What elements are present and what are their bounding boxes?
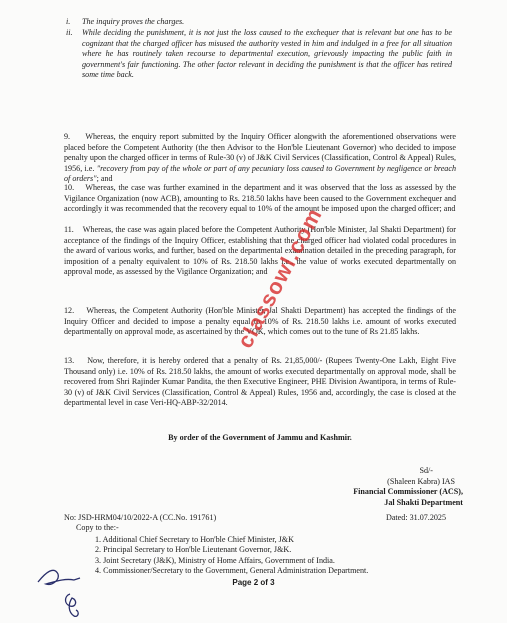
paragraph-10 — [64, 183, 456, 215]
reference-date: Dated: 31.07.2025 — [386, 513, 447, 522]
paragraph-13-number: 13. — [64, 356, 75, 365]
copy-list-item: 1. Additional Chief Secretary to Hon'ble Chief Minister, J&K — [95, 535, 294, 544]
paragraph-9-text: Whereas, the enquiry report submitted by the Inquiry Officer alongwith the aforementioned observations were placed before the Competent Authority (the then Advisor to the Hon'ble Lieutenant Governor) who decided to impose penalty upon the charged officer in terms of Rule-30 (v) of J&K Civil Services (Classification, Control & Appeal) Rules, 1956, i.e. — [64, 132, 456, 173]
copy-list-item: 4. Commissioner/Secretary to the Government, General Administration Department. — [95, 566, 369, 576]
signature-title-2: Jal Shakti Department — [384, 497, 463, 507]
paragraph-11-text: Whereas, the case was again placed before the Competent Authority (Hon'ble Minister, Jal Shakti Department) for acceptance of the findings of the Inquiry Officer, establishing that the charged officer had violated codal procedures in the award of various works, and further, based on the departmental examination detailed in the preceding paragraph, for imposition of a penalty equivalent to 10% of Rs. 218.50 lakhs i.e., the value of works executed departmentally on approval mode, as assessed by the Vigilance Organization; and — [64, 225, 457, 277]
paragraph-11 — [64, 225, 456, 278]
paragraph-13 — [64, 356, 456, 409]
paragraph-9 — [64, 132, 456, 185]
order-line: By order of the Government of Jammu and Kashmir. — [168, 433, 352, 442]
signature-title-1: Financial Commissioner (ACS), — [353, 487, 463, 497]
signature-name: (Shaleen Kabra) IAS — [387, 476, 455, 486]
paragraph-12-number: 12. — [64, 306, 75, 315]
list-number-ii: ii. — [66, 28, 73, 37]
paragraph-10-text: Whereas, the case was further examined in the department and it was observed that the loss as assessed by the Vigilance Organization (now ACB), amounting to Rs. 218.50 lakhs have been caused to the Government exchequer and accordingly it was recommended that the recovery equal to 10% of the amount be imposed upon the charged officer; and — [64, 183, 456, 214]
page-number: Page 2 of 3 — [232, 578, 275, 587]
list-item-ii: While deciding the punishment, it is not just the loss caused to the exchequer that is relevant but one has to be cognizant that the charged officer has misused the authority vested in him and indulged in a free for all situation where he has routinely taken recourse to departmental execution, grievously impacting the public faith in government's fair functioning. The other factor relevant in deciding the punishment is that the officer has retired some time back. — [82, 28, 452, 80]
paragraph-11-number: 11. — [64, 225, 74, 234]
copy-to-label: Copy to the:- — [76, 523, 119, 532]
paragraph-10-number: 10. — [64, 183, 75, 192]
copy-list-item: 3. Joint Secretary (J&K), Ministry of Home Affairs, Government of India. — [95, 555, 335, 565]
signature-sd: Sd/- — [419, 466, 433, 475]
paragraph-9-number: 9. — [64, 132, 71, 141]
handwritten-initials-icon — [34, 560, 94, 620]
paragraph-9-quote: "recovery from pay of the whole or part of any pecuniary loss caused to Government by negligence or breach of orders" — [64, 163, 456, 184]
copy-list — [95, 535, 368, 577]
list-number-i: i. — [66, 17, 71, 26]
watermark: classowl.com — [232, 203, 327, 353]
reference-number: No: JSD-HRM04/10/2022-A (CC.No. 191761) — [64, 513, 217, 522]
paragraph-13-text: Now, therefore, it is hereby ordered that a penalty of Rs. 21,85,000/- (Rupees Twenty-One Lakh, Eight Five Thousand only) i.e. 10% of Rs. 218.50 lakhs, the amount of works executed departmentally on approval mode, shall be recovered from Shri Rajinder Kumar Pandita, the then Executive Engineer, PHE Division Awantipora, in terms of Rule-30 (v) of J&K Civil Services (Classification, Control & Appeal) Rules, 1956 and, accordingly, the case is closed at the departmental level in case Veri-HQ-ABP-32/2014. — [64, 356, 456, 408]
list-item-i: The inquiry proves the charges. — [82, 17, 185, 26]
copy-list-item: 2. Principal Secretary to Hon'ble Lieutenant Governor, J&K. — [95, 545, 292, 555]
paragraph-9-end: ; and — [96, 174, 113, 184]
signature-block — [300, 466, 463, 508]
paragraph-12-text: Whereas, the Competent Authority (Hon'ble Minister, Jal Shakti Department) has accepted the findings of the Inquiry Officer and decided to impose a penalty equal to 10% of Rs. 218.50 lakhs i.e. amount of works executed departmentally on approval mode, as ascertained by the VOK, which comes out to the tune of Rs 21.85 lakhs. — [64, 306, 457, 337]
